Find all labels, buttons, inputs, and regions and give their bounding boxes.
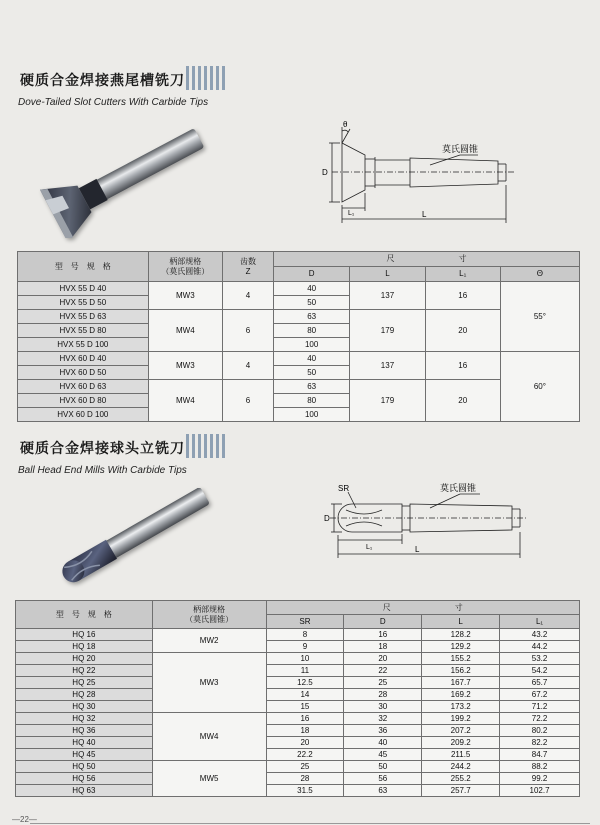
dovetail-cutter-image xyxy=(40,118,215,238)
table-row xyxy=(16,725,580,737)
sr-cell: 12.5 xyxy=(266,677,344,689)
shank-cell: MW5 xyxy=(152,761,266,797)
d-cell: 18 xyxy=(344,641,422,653)
model-cell: HVX 55 D 50 xyxy=(18,296,149,310)
section2-title-en: Ball Head End Mills With Carbide Tips xyxy=(18,465,187,476)
l1-cell: 44.2 xyxy=(500,641,580,653)
header-model: 型 号 规 格 xyxy=(18,252,149,282)
d-cell: 16 xyxy=(344,629,422,641)
l1-cell: 54.2 xyxy=(500,665,580,677)
d-cell: 100 xyxy=(274,338,350,352)
l-cell: 169.2 xyxy=(422,689,500,701)
table-row xyxy=(18,352,580,366)
table-row xyxy=(18,310,580,324)
header-l1: L₁ xyxy=(425,267,500,282)
section2-title-stripes xyxy=(186,434,226,458)
model-cell: HVX 60 D 40 xyxy=(18,352,149,366)
page-number: —22— xyxy=(12,815,37,824)
dimension-d-label: D xyxy=(322,168,328,177)
d-cell: 63 xyxy=(344,785,422,797)
d-cell: 20 xyxy=(344,653,422,665)
teeth-cell: 6 xyxy=(223,310,274,352)
header-l1: L₁ xyxy=(500,615,580,629)
dimension-l1-label: L₁ xyxy=(366,544,373,551)
table-row xyxy=(16,689,580,701)
section2-title-cn: 硬质合金焊接球头立铣刀 xyxy=(20,441,185,457)
shank-cell: MW3 xyxy=(148,282,222,310)
model-cell: HQ 36 xyxy=(16,725,153,737)
shank-cell: MW2 xyxy=(152,629,266,653)
sr-label: SR xyxy=(338,484,350,493)
header-size: 尺 寸 xyxy=(266,601,579,615)
table-row xyxy=(16,653,580,665)
model-cell: HQ 18 xyxy=(16,641,153,653)
model-cell: HQ 25 xyxy=(16,677,153,689)
l1-cell: 16 xyxy=(425,282,500,310)
shank-cell: MW3 xyxy=(148,352,222,380)
header-model: 型 号 规 格 xyxy=(16,601,153,629)
table-row xyxy=(16,641,580,653)
header-l: L xyxy=(350,267,425,282)
teeth-cell: 4 xyxy=(223,282,274,310)
table-row xyxy=(16,761,580,773)
l-cell: 179 xyxy=(350,380,425,422)
d-cell: 80 xyxy=(274,394,350,408)
shank-cell: MW4 xyxy=(152,713,266,761)
model-cell: HQ 30 xyxy=(16,701,153,713)
l1-cell: 71.2 xyxy=(500,701,580,713)
d-cell: 40 xyxy=(344,737,422,749)
l1-cell: 43.2 xyxy=(500,629,580,641)
section1-title-cn: 硬质合金焊接燕尾槽铣刀 xyxy=(20,73,185,89)
ball-end-mill-spec-table xyxy=(15,600,580,797)
d-cell: 32 xyxy=(344,713,422,725)
model-cell: HQ 28 xyxy=(16,689,153,701)
sr-cell: 14 xyxy=(266,689,344,701)
l1-cell: 20 xyxy=(425,310,500,352)
ball-end-mill-image xyxy=(45,488,220,588)
table-row xyxy=(16,677,580,689)
dovetail-spec-table xyxy=(17,251,580,422)
model-cell: HQ 56 xyxy=(16,773,153,785)
l1-cell: 67.2 xyxy=(500,689,580,701)
table-row xyxy=(16,665,580,677)
model-cell: HQ 45 xyxy=(16,749,153,761)
header-d: D xyxy=(274,267,350,282)
model-cell: HQ 16 xyxy=(16,629,153,641)
d-cell: 50 xyxy=(274,296,350,310)
model-cell: HVX 55 D 40 xyxy=(18,282,149,296)
sr-cell: 25 xyxy=(266,761,344,773)
header-l: L xyxy=(422,615,500,629)
ball-end-mill-diagram xyxy=(320,480,530,560)
header-size: 尺 寸 xyxy=(274,252,580,267)
dovetail-cutter-diagram xyxy=(320,115,520,225)
model-cell: HVX 55 D 80 xyxy=(18,324,149,338)
d-cell: 50 xyxy=(274,366,350,380)
model-cell: HVX 60 D 50 xyxy=(18,366,149,380)
l-cell: 179 xyxy=(350,310,425,352)
l1-cell: 88.2 xyxy=(500,761,580,773)
l-cell: 255.2 xyxy=(422,773,500,785)
d-cell: 63 xyxy=(274,380,350,394)
shank-cell: MW4 xyxy=(148,380,222,422)
l-cell: 137 xyxy=(350,352,425,380)
l-cell: 211.5 xyxy=(422,749,500,761)
l-cell: 207.2 xyxy=(422,725,500,737)
header-shank: 柄部规格 （莫氏圆锥） xyxy=(152,601,266,629)
d-cell: 22 xyxy=(344,665,422,677)
l1-cell: 53.2 xyxy=(500,653,580,665)
d-cell: 28 xyxy=(344,689,422,701)
sr-cell: 31.5 xyxy=(266,785,344,797)
dimension-l-label: L xyxy=(415,545,420,554)
l1-cell: 65.7 xyxy=(500,677,580,689)
model-cell: HQ 40 xyxy=(16,737,153,749)
sr-cell: 10 xyxy=(266,653,344,665)
sr-cell: 8 xyxy=(266,629,344,641)
header-teeth: 齿数 Z xyxy=(223,252,274,282)
table-row xyxy=(16,629,580,641)
model-cell: HVX 55 D 63 xyxy=(18,310,149,324)
l1-cell: 82.2 xyxy=(500,737,580,749)
d-cell: 80 xyxy=(274,324,350,338)
l-cell: 257.7 xyxy=(422,785,500,797)
table-row xyxy=(16,785,580,797)
model-cell: HVX 60 D 80 xyxy=(18,394,149,408)
l-cell: 244.2 xyxy=(422,761,500,773)
section1-title-en: Dove-Tailed Slot Cutters With Carbide Tips xyxy=(18,97,209,108)
table-row xyxy=(16,701,580,713)
l1-cell: 102.7 xyxy=(500,785,580,797)
sr-cell: 11 xyxy=(266,665,344,677)
angle-cell: 55° xyxy=(500,282,579,352)
teeth-cell: 4 xyxy=(223,352,274,380)
sr-cell: 16 xyxy=(266,713,344,725)
dimension-l-label: L xyxy=(422,210,427,219)
l-cell: 129.2 xyxy=(422,641,500,653)
l-cell: 156.2 xyxy=(422,665,500,677)
d-cell: 100 xyxy=(274,408,350,422)
l-cell: 199.2 xyxy=(422,713,500,725)
d-cell: 40 xyxy=(274,282,350,296)
d-cell: 50 xyxy=(344,761,422,773)
header-shank: 柄部规格 （莫氏圆锥） xyxy=(148,252,222,282)
table-row xyxy=(18,380,580,394)
shank-cell: MW3 xyxy=(152,653,266,713)
theta-label: θ xyxy=(343,120,348,129)
model-cell: HVX 55 D 100 xyxy=(18,338,149,352)
l1-cell: 16 xyxy=(425,352,500,380)
angle-cell: 60° xyxy=(500,352,579,422)
l1-cell: 80.2 xyxy=(500,725,580,737)
l1-cell: 99.2 xyxy=(500,773,580,785)
shank-cell: MW4 xyxy=(148,310,222,352)
l1-cell: 72.2 xyxy=(500,713,580,725)
d-cell: 30 xyxy=(344,701,422,713)
footer-divider xyxy=(30,823,590,824)
sr-cell: 18 xyxy=(266,725,344,737)
l-cell: 173.2 xyxy=(422,701,500,713)
header-theta: Θ xyxy=(500,267,579,282)
model-cell: HVX 60 D 63 xyxy=(18,380,149,394)
model-cell: HQ 20 xyxy=(16,653,153,665)
l-cell: 128.2 xyxy=(422,629,500,641)
model-cell: HVX 60 D 100 xyxy=(18,408,149,422)
l1-cell: 84.7 xyxy=(500,749,580,761)
morse-taper-label: 莫氏圆锥 xyxy=(442,144,479,154)
l-cell: 155.2 xyxy=(422,653,500,665)
header-d: D xyxy=(344,615,422,629)
l-cell: 167.7 xyxy=(422,677,500,689)
model-cell: HQ 22 xyxy=(16,665,153,677)
header-sr: SR xyxy=(266,615,344,629)
dimension-l1-label: L₁ xyxy=(348,210,355,217)
d-cell: 45 xyxy=(344,749,422,761)
model-cell: HQ 63 xyxy=(16,785,153,797)
table-row xyxy=(18,282,580,296)
sr-cell: 22.2 xyxy=(266,749,344,761)
model-cell: HQ 32 xyxy=(16,713,153,725)
d-cell: 56 xyxy=(344,773,422,785)
section1-title-stripes xyxy=(186,66,226,90)
morse-taper-label: 莫氏圆锥 xyxy=(440,483,477,493)
teeth-cell: 6 xyxy=(223,380,274,422)
table-row xyxy=(16,749,580,761)
model-cell: HQ 50 xyxy=(16,761,153,773)
l-cell: 209.2 xyxy=(422,737,500,749)
sr-cell: 9 xyxy=(266,641,344,653)
d-cell: 36 xyxy=(344,725,422,737)
sr-cell: 15 xyxy=(266,701,344,713)
sr-cell: 20 xyxy=(266,737,344,749)
l-cell: 137 xyxy=(350,282,425,310)
d-cell: 63 xyxy=(274,310,350,324)
table-row xyxy=(16,773,580,785)
l1-cell: 20 xyxy=(425,380,500,422)
table-row xyxy=(16,737,580,749)
sr-cell: 28 xyxy=(266,773,344,785)
d-cell: 40 xyxy=(274,352,350,366)
table-row xyxy=(16,713,580,725)
d-cell: 25 xyxy=(344,677,422,689)
dimension-d-label: D xyxy=(324,514,330,523)
